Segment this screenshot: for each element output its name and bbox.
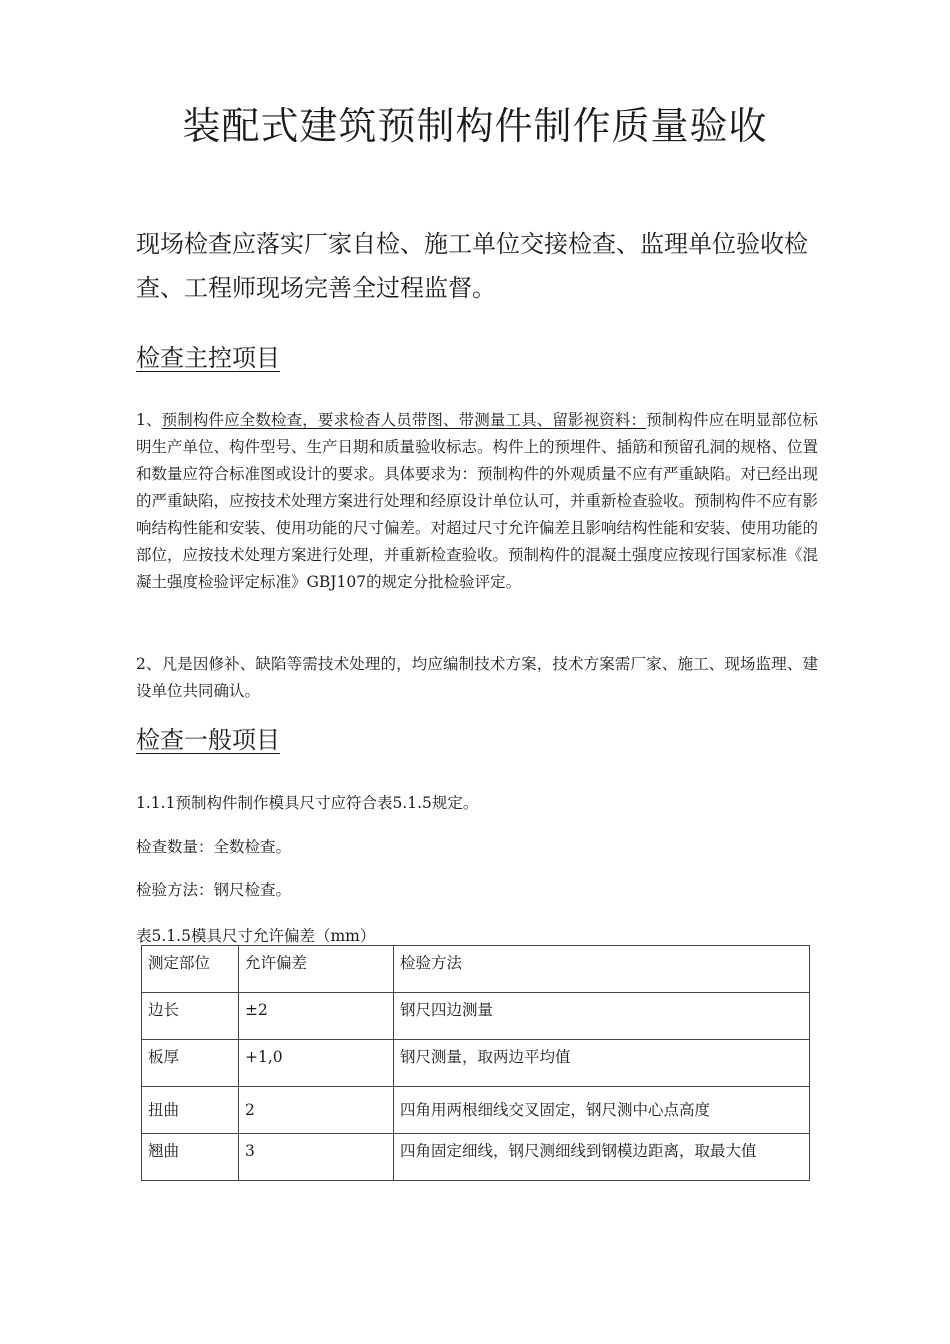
main-item-1-body: 预制构件应在明显部位标明生产单位、构件型号、生产日期和质量验收标志。构件上的预埋件、插筋和预留孔洞的规格、位置和数量应符合标准图或设计的要求。具体要求为：预制构件的外观质量不应有严重缺陷。对已经出现的严重缺陷，应按技术处理方案进行处理和经原设计单位认可，并重新检查验收。预制构件不应有影响结构性能和安装、使用功能的尺寸偏差。对超过尺寸允许偏差且影响结构性能和安装、使用功能的部位，应按技术处理方案进行处理，并重新检查验收。预制构件的混凝土强度应按现行国家标准《混凝土强度检验评定标准》GBJ107的规定分批检验评定。: [136, 411, 819, 591]
table-cell: 钢尺四边测量: [394, 993, 810, 1040]
check-quantity: 检查数量：全数检查。: [136, 838, 292, 856]
table-cell: 扭曲: [142, 1087, 239, 1134]
table-caption: 表5.1.5模具尺寸允许偏差（mm）: [136, 927, 376, 945]
heading-general-items: 检查一般项目: [136, 726, 280, 754]
table-cell: ±2: [239, 993, 394, 1040]
table-cell: 3: [239, 1134, 394, 1181]
table-cell: 边长: [142, 993, 239, 1040]
table-row: [142, 1087, 810, 1134]
table-cell: 翘曲: [142, 1134, 239, 1181]
table-cell: 2: [239, 1087, 394, 1134]
main-item-1-underlined: 预制构件应全数检查，要求检杳人员带图、带测量工具、留影视资料：: [161, 411, 647, 429]
table-row: [142, 993, 810, 1040]
general-item-1-1-1: 1.1.1预制构件制作模具尺寸应符合表5.1.5规定。: [136, 794, 479, 812]
main-item-2: 2、凡是因修补、缺陷等需技术处理的，均应编制技术方案，技术方案需厂家、施工、现场监理、建设单位共同确认。: [136, 655, 818, 700]
heading-main-items: 检查主控项目: [136, 344, 280, 372]
check-method: 检验方法：钢尺检查。: [136, 881, 292, 899]
intro-paragraph: 现场检查应落实厂家自检、施工单位交接检查、监理单位验收检查、工程师现场完善全过程监督。: [136, 230, 808, 302]
table-cell: +1,0: [239, 1040, 394, 1087]
document-title: 装配式建筑预制构件制作质量验收: [182, 104, 768, 148]
table-header-row: [142, 946, 810, 993]
table-cell: 板厚: [142, 1040, 239, 1087]
table-cell: 四角用两根细线交叉固定，钢尺测中心点高度: [394, 1087, 810, 1134]
main-item-1-prefix: 1、: [136, 411, 162, 429]
table-cell: 钢尺测量，取两边平均值: [394, 1040, 810, 1087]
table-row: [142, 1040, 810, 1087]
table-header-cell: 允许偏差: [239, 946, 394, 993]
table-header-cell: 检验方法: [394, 946, 810, 993]
table-row: [142, 1134, 810, 1181]
main-item-1: [136, 407, 818, 596]
table-header-cell: 测定部位: [142, 946, 239, 993]
table-cell: 四角固定细线，钢尺测细线到钢模边距离，取最大值: [394, 1134, 810, 1181]
tolerance-table: [141, 945, 810, 1181]
